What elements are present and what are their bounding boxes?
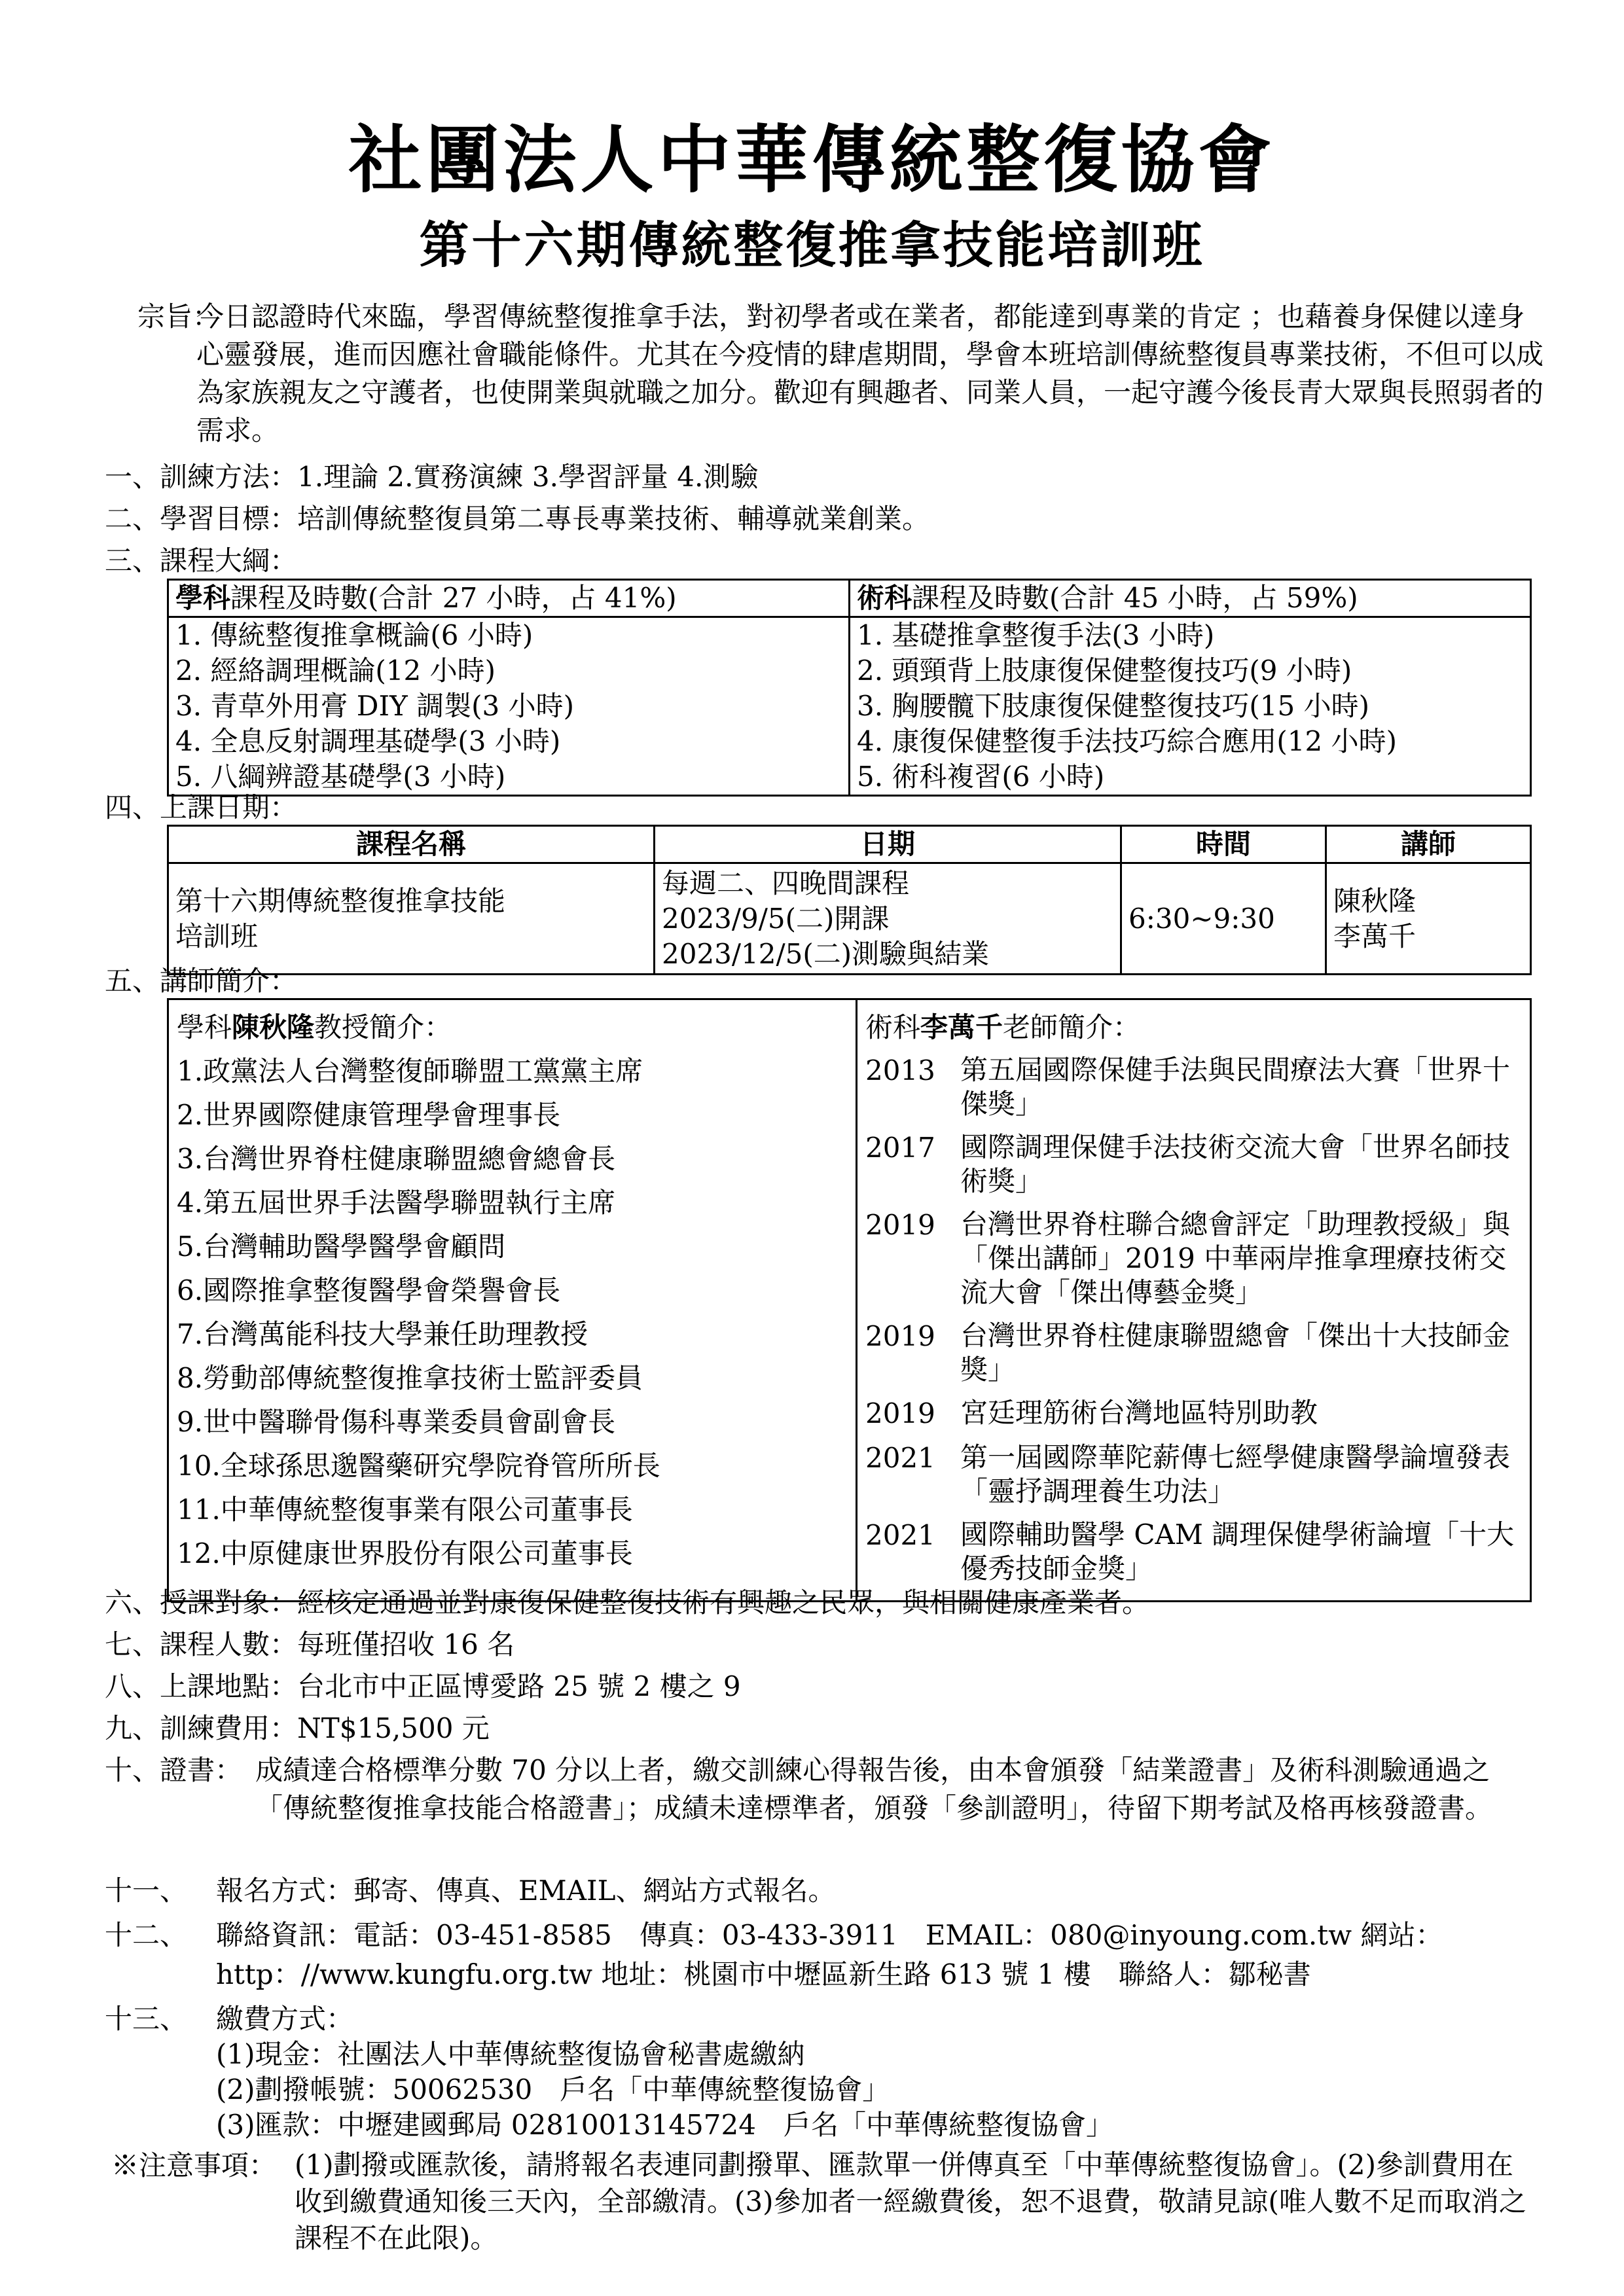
list-item: 2. 頭頸背上肢康復保健整復技巧(9 小時): [857, 655, 1352, 687]
list-item: 2.世界國際健康管理學會理事長: [177, 1099, 561, 1131]
list-item: 5. 八綱辨證基礎學(3 小時): [175, 761, 506, 793]
course-title: 第十六期傳統整復推拿技能培訓班: [419, 216, 1205, 274]
list-item: 4. 康復保健整復手法技巧綜合應用(12 小時): [857, 725, 1397, 757]
list-item: 3.台灣世界脊柱健康聯盟總會總會長: [177, 1143, 616, 1175]
list-item: 5. 術科複習(6 小時): [857, 761, 1105, 793]
section-target-audience: 六、授課對象：經核定通過並對康復保健整復技術有興趣之民眾，與相關健康產業者。: [105, 1587, 1150, 1619]
list-item: 10.全球孫思邈醫藥研究學院脊管所所長: [177, 1450, 660, 1482]
notice-label: ※注意事項：: [111, 2149, 277, 2181]
list-item: 1.政黨法人台灣整復師聯盟工黨黨主席: [177, 1055, 643, 1087]
syllabus-header-theory: 學科課程及時數(合計 27 小時，占 41%): [168, 580, 850, 617]
section-registration-text: 報名方式：郵寄、傳真、EMAIL、網站方式報名。: [216, 1874, 836, 1907]
section-contact-label: 十二、: [105, 1919, 188, 1951]
list-item: 5.台灣輔助醫學醫學會顧問: [177, 1230, 506, 1263]
syllabus-practical-list: [850, 617, 1531, 796]
list-item: 4.第五屆世界手法醫學聯盟執行主席: [177, 1187, 616, 1219]
section-payment-label: 十三、: [105, 2003, 188, 2035]
list-item: 6.國際推拿整復醫學會榮譽會長: [177, 1274, 561, 1306]
award-item: 2017 國際調理保健手法技術交流大會「世界名師技術獎」: [865, 1131, 1511, 1197]
instructor-name: 李萬千: [920, 1011, 1003, 1043]
schedule-time-cell: 6:30~9:30: [1121, 863, 1326, 975]
schedule-teacher-cell: 陳秋隆 李萬千: [1326, 863, 1531, 975]
section-contact-line1: 聯絡資訊：電話：03-451-8585 傳真：03-433-3911 EMAIL：080@inyoung.com.tw 網站：: [216, 1919, 1443, 1951]
list-item: (1)現金：社團法人中華傳統整復協會秘書處繳納: [216, 2038, 805, 2070]
list-item: 3. 青草外用膏 DIY 調製(3 小時): [175, 690, 574, 722]
instructors-table: [167, 998, 1532, 1602]
award-item: 2013 第五屆國際保健手法與民間療法大賽「世界十傑獎」: [865, 1054, 1511, 1120]
schedule-header-time: 時間: [1121, 826, 1326, 863]
list-item: (3)匯款：中壢建國郵局 02810013145724 戶名「中華傳統整復協會」: [216, 2109, 1113, 2141]
list-item: 1. 基礎推拿整復手法(3 小時): [857, 619, 1215, 651]
schedule-date-cell: 每週二、四晚間課程 2023/9/5(二)開課 2023/12/5(二)測驗與結業: [655, 863, 1121, 975]
list-item: 12.中原健康世界股份有限公司董事長: [177, 1537, 633, 1570]
purpose-label: 宗旨：: [137, 300, 221, 332]
award-item: 2021 國際輔助醫學 CAM 調理保健學術論壇「十大優秀技師金獎」: [865, 1518, 1515, 1585]
payment-methods: [216, 2037, 1113, 2143]
award-item: 2019 宮廷理筋術台灣地區特別助教: [865, 1397, 1318, 1429]
section-instructors-heading: 五、講師簡介：: [105, 965, 298, 997]
schedule-header-course: 課程名稱: [168, 826, 655, 863]
section-training-method: 一、訓練方法：1.理論 2.實務演練 3.學習評量 4.測驗: [105, 461, 759, 493]
section-location: 八、上課地點：台北市中正區博愛路 25 號 2 樓之 9: [105, 1670, 741, 1702]
purpose-text: 今日認證時代來臨，學習傳統整復推拿手法，對初學者或在業者，都能達到專業的肯定 ；也藉養身保健以達身心靈發展，進而因應社會職能條件。尤其在今疫情的肆虐期間，學會本班培訓傳統整復員專業技術，不但可以成為家族親友之守護者，也使開業與就職之加分。歡迎有興趣者、同業人員，一起守護今後長青大眾與長照弱者的需求。: [196, 300, 1544, 446]
instructor-name: 陳秋隆: [232, 1011, 315, 1043]
association-title: 社團法人中華傳統整復協會: [348, 117, 1276, 203]
syllabus-header-practical: 術科課程及時數(合計 45 小時，占 59%): [850, 580, 1531, 617]
instructor-chen-profile: 學科陳秋隆教授簡介： 1.政黨法人台灣整復師聯盟工黨黨主席 2.世界國際健康管理學會理事長 3.台灣世界脊柱健康聯盟總會總會長 4.第五屆世界手法醫學聯盟執行主席 5.台灣輔助醫學醫學會顧問 6.國際推拿整復醫學會榮譽會長 7.台灣萬能科技大學兼任助理教授 8.勞動部傳統整復推拿技術士監評委員 9.世中醫聯骨傷科專業委員會副會長 10.全球孫思邈醫藥研究學院脊管所所長 11.中華傳統整復事業有限公司董事長 12.中原健康世界股份有限公司董事長: [168, 999, 857, 1602]
schedule-table: [167, 825, 1532, 975]
list-item: 1. 傳統整復推拿概論(6 小時): [175, 619, 533, 651]
section-payment-head: 繳費方式：: [216, 2003, 354, 2035]
award-item: 2021 第一屆國際華陀薪傳七經學健康醫學論壇發表「靈抒調理養生功法」: [865, 1441, 1511, 1507]
section-schedule-heading: 四、上課日期：: [105, 791, 298, 823]
section-fee: 九、訓練費用：NT$15,500 元: [105, 1712, 490, 1744]
section-registration-label: 十一、: [105, 1874, 188, 1907]
section-learning-goal: 二、學習目標：培訓傳統整復員第二專長專業技術、輔導就業創業。: [105, 503, 930, 535]
schedule-header-date: 日期: [655, 826, 1121, 863]
section-syllabus-heading: 三、課程大綱：: [105, 545, 298, 577]
list-item: 8.勞動部傳統整復推拿技術士監評委員: [177, 1362, 643, 1394]
list-item: 9.世中醫聯骨傷科專業委員會副會長: [177, 1406, 616, 1438]
schedule-header-teacher: 講師: [1326, 826, 1531, 863]
instructor-li-profile: 術科李萬千老師簡介： 2013 第五屆國際保健手法與民間療法大賽「世界十傑獎」 2017 國際調理保健手法技術交流大會「世界名師技術獎」 2019 台灣世界脊柱聯合總會評定「助理教授級」與「傑出講師」2019 中華兩岸推拿理療技術交流大會「傑出傳藝金獎」 2019 台灣世界脊柱健康聯盟總會「傑出十大技師金獎」 2019 宮廷理筋術台灣地區特別助教 2021 第一屆國際華陀薪傳七經學健康醫學論壇發表「靈抒調理養生功法」 2021 國際輔助醫學 CAM 調理保健學術論壇「十大優秀技師金獎」: [857, 999, 1531, 1602]
section-class-size: 七、課程人數：每班僅招收 16 名: [105, 1628, 515, 1660]
list-item: 4. 全息反射調理基礎學(3 小時): [175, 725, 561, 757]
section-certificate-label: 十、證書：: [105, 1754, 243, 1786]
list-item: 2. 經絡調理概論(12 小時): [175, 655, 496, 687]
syllabus-table: [167, 579, 1532, 797]
list-item: 3. 胸腰髖下肢康復保健整復技巧(15 小時): [857, 690, 1369, 722]
award-item: 2019 台灣世界脊柱聯合總會評定「助理教授級」與「傑出講師」2019 中華兩岸推拿理療技術交流大會「傑出傳藝金獎」: [865, 1208, 1511, 1308]
list-item: (2)劃撥帳號：50062530 戶名「中華傳統整復協會」: [216, 2073, 890, 2106]
schedule-course-cell: 第十六期傳統整復推拿技能 培訓班: [168, 863, 655, 975]
list-item: 11.中華傳統整復事業有限公司董事長: [177, 1494, 633, 1526]
notice-text: (1)劃撥或匯款後，請將報名表連同劃撥單、匯款單一併傳真至「中華傳統整復協會」。(2)參訓費用在收到繳費通知後三天內，全部繳清。(3)參加者一經繳費後，恕不退費，敬請見諒(唯人數不足而取消之課程不在此限)。: [295, 2149, 1526, 2254]
syllabus-theory-list: [168, 617, 850, 796]
section-contact-line2: http：//www.kungfu.org.tw 地址：桃園市中壢區新生路 613 號 1 樓 聯絡人：鄒秘書: [216, 1958, 1311, 1990]
award-item: 2019 台灣世界脊柱健康聯盟總會「傑出十大技師金獎」: [865, 1319, 1511, 1386]
list-item: 7.台灣萬能科技大學兼任助理教授: [177, 1318, 588, 1350]
section-certificate-text: 成績達合格標準分數 70 分以上者，繳交訓練心得報告後，由本會頒發「結業證書」及術科測驗通過之「傳統整復推拿技能合格證書」；成績未達標準者，頒發「參訓證明」，待留下期考試及格再核發證書。: [255, 1754, 1493, 1824]
